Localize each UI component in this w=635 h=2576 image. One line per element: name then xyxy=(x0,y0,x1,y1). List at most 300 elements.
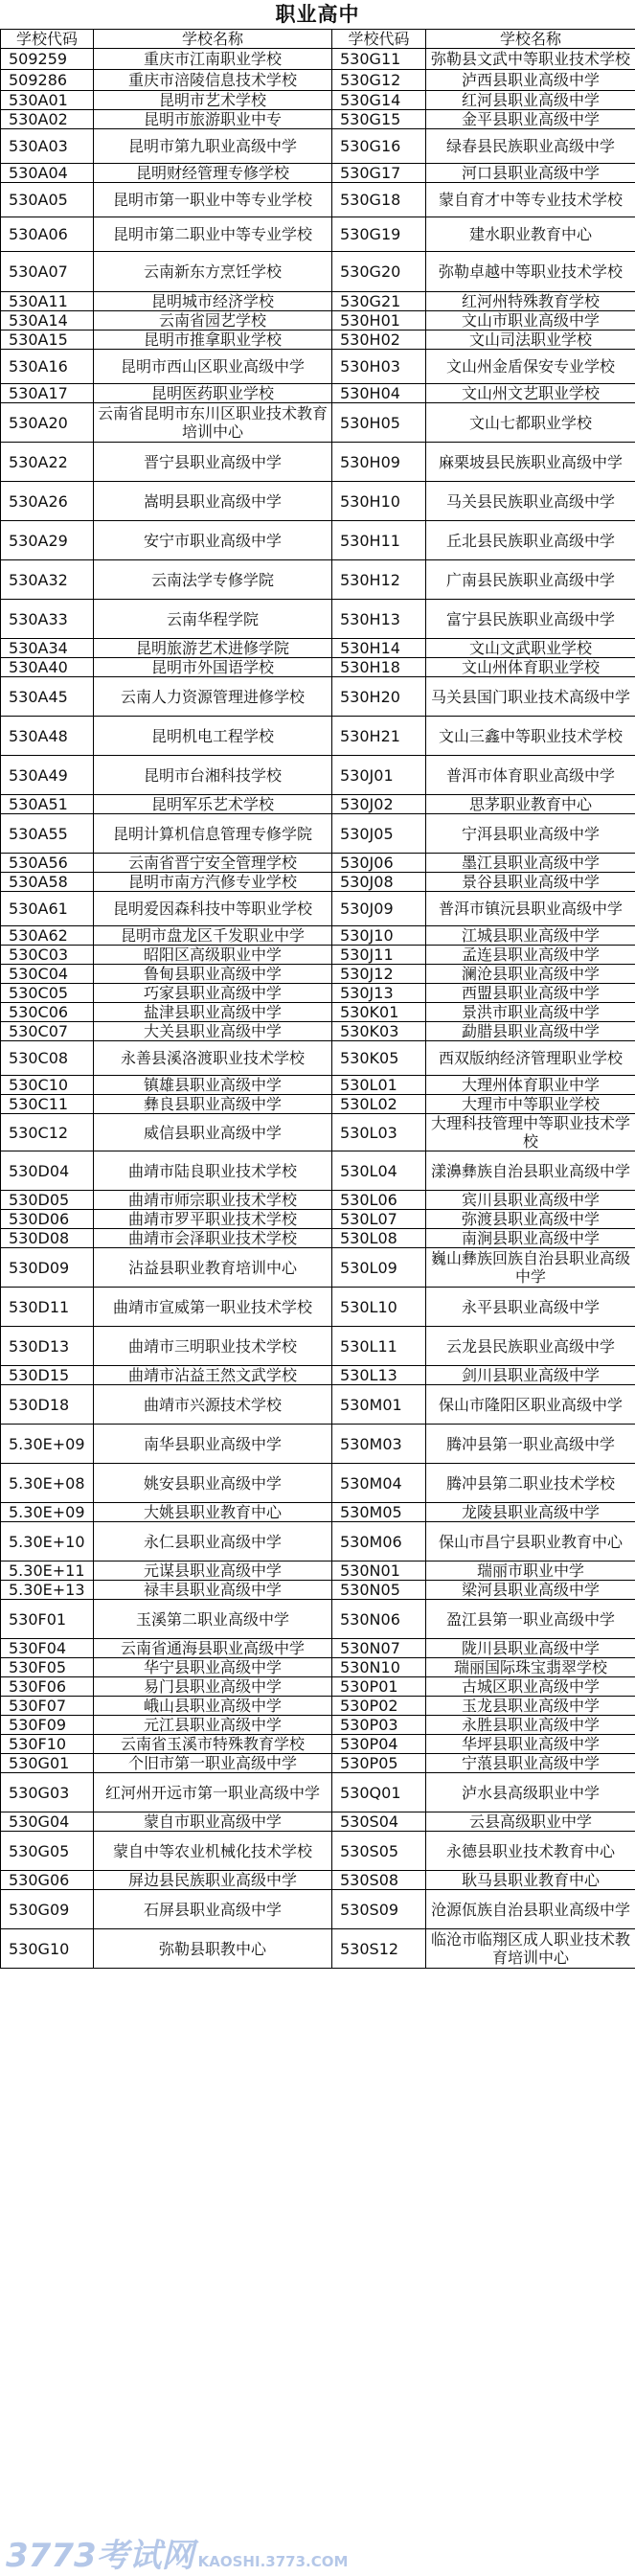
school-name-cell: 景谷县职业高级中学 xyxy=(426,873,635,892)
school-name-cell: 曲靖市宣威第一职业技术学校 xyxy=(94,1288,332,1327)
school-code-cell: 530L07 xyxy=(332,1210,426,1229)
school-code-cell: 530A11 xyxy=(1,292,94,311)
school-code-cell: 530J02 xyxy=(332,795,426,814)
school-name-cell: 姚安县职业高级中学 xyxy=(94,1464,332,1503)
school-code-cell: 530C08 xyxy=(1,1041,94,1076)
school-code-cell: 530A15 xyxy=(1,331,94,350)
school-name-cell: 昆明市外国语学校 xyxy=(94,658,332,677)
school-name-cell: 昆明计算机信息管理专修学院 xyxy=(94,814,332,854)
school-code-cell: 530P02 xyxy=(332,1697,426,1716)
school-name-cell: 西双版纳经济管理职业学校 xyxy=(426,1041,635,1076)
school-code-cell: 530P04 xyxy=(332,1735,426,1754)
table-row xyxy=(1,403,635,443)
school-code-cell: 530A22 xyxy=(1,443,94,482)
table-row xyxy=(1,292,635,311)
school-code-cell: 530G04 xyxy=(1,1812,94,1832)
table-row xyxy=(1,1832,635,1871)
school-name-cell: 禄丰县职业高级中学 xyxy=(94,1581,332,1600)
school-code-cell: 530P05 xyxy=(332,1754,426,1773)
school-code-cell: 530G18 xyxy=(332,183,426,217)
school-code-cell: 530G05 xyxy=(1,1832,94,1871)
table-row xyxy=(1,164,635,183)
table-row xyxy=(1,1385,635,1425)
school-name-cell: 大理科技管理中等职业技术学校 xyxy=(426,1114,635,1151)
school-name-cell: 墨江县职业高级中学 xyxy=(426,854,635,873)
school-name-cell: 丘北县民族职业高级中学 xyxy=(426,521,635,560)
school-code-cell: 530S09 xyxy=(332,1890,426,1929)
school-name-cell: 耿马县职业教育中心 xyxy=(426,1871,635,1890)
school-code-cell: 530P01 xyxy=(332,1677,426,1697)
school-code-cell: 530K03 xyxy=(332,1022,426,1041)
table-row xyxy=(1,521,635,560)
school-code-cell: 5.30E+08 xyxy=(1,1464,94,1503)
school-name-cell: 晋宁县职业高级中学 xyxy=(94,443,332,482)
school-code-cell: 530D18 xyxy=(1,1385,94,1425)
school-name-cell: 云南华程学院 xyxy=(94,600,332,639)
school-code-cell: 530G01 xyxy=(1,1754,94,1773)
table-row xyxy=(1,1248,635,1288)
table-row xyxy=(1,1522,635,1562)
school-code-cell: 530G03 xyxy=(1,1773,94,1812)
school-name-cell: 昭阳区高级职业中学 xyxy=(94,946,332,965)
school-name-cell: 屏边县民族职业高级中学 xyxy=(94,1871,332,1890)
school-code-cell: 530L10 xyxy=(332,1288,426,1327)
table-row xyxy=(1,331,635,350)
table-row xyxy=(1,1288,635,1327)
table-row xyxy=(1,1229,635,1248)
school-name-cell: 建水职业教育中心 xyxy=(426,217,635,252)
school-code-cell: 530A04 xyxy=(1,164,94,183)
table-row xyxy=(1,384,635,403)
table-row xyxy=(1,49,635,70)
school-name-cell: 安宁市职业高级中学 xyxy=(94,521,332,560)
table-row xyxy=(1,1327,635,1366)
school-code-cell: 530H01 xyxy=(332,311,426,331)
school-code-cell: 530C11 xyxy=(1,1095,94,1114)
school-code-cell: 530G10 xyxy=(1,1929,94,1969)
school-code-cell: 530G09 xyxy=(1,1890,94,1929)
school-name-cell: 龙陵县职业高级中学 xyxy=(426,1503,635,1522)
school-code-cell: 530G14 xyxy=(332,91,426,110)
school-code-cell: 530J10 xyxy=(332,926,426,946)
table-row xyxy=(1,854,635,873)
school-code-cell: 530M06 xyxy=(332,1522,426,1562)
school-code-cell: 530H05 xyxy=(332,403,426,443)
school-name-cell: 景洪市职业高级中学 xyxy=(426,1003,635,1022)
school-name-cell: 文山三鑫中等职业技术学校 xyxy=(426,717,635,756)
school-name-cell: 蒙自育才中等专业技术学校 xyxy=(426,183,635,217)
school-name-cell: 剑川县职业高级中学 xyxy=(426,1366,635,1385)
table-row xyxy=(1,252,635,292)
school-name-cell: 昆明市第一职业中等专业学校 xyxy=(94,183,332,217)
table-row xyxy=(1,1095,635,1114)
school-name-cell: 孟连县职业高级中学 xyxy=(426,946,635,965)
table-row xyxy=(1,1754,635,1773)
school-name-cell: 沾益县职业教育培训中心 xyxy=(94,1248,332,1288)
school-name-cell: 古城区职业高级中学 xyxy=(426,1677,635,1697)
table-row xyxy=(1,658,635,677)
school-code-cell: 530H18 xyxy=(332,658,426,677)
school-code-cell: 530G11 xyxy=(332,49,426,70)
school-code-cell: 530G21 xyxy=(332,292,426,311)
school-name-cell: 鲁甸县职业高级中学 xyxy=(94,965,332,984)
school-name-cell: 昆明医药职业学校 xyxy=(94,384,332,403)
school-name-cell: 文山市职业高级中学 xyxy=(426,311,635,331)
school-code-cell: 530J09 xyxy=(332,892,426,926)
school-name-cell: 河口县职业高级中学 xyxy=(426,164,635,183)
school-code-cell: 530N05 xyxy=(332,1581,426,1600)
table-row xyxy=(1,1464,635,1503)
school-code-cell: 530H21 xyxy=(332,717,426,756)
school-name-cell: 腾冲县第二职业技术学校 xyxy=(426,1464,635,1503)
school-name-cell: 曲靖市沾益王然文武学校 xyxy=(94,1366,332,1385)
school-code-cell: 530L13 xyxy=(332,1366,426,1385)
school-code-cell: 530C12 xyxy=(1,1114,94,1151)
school-code-cell: 530A51 xyxy=(1,795,94,814)
school-name-cell: 曲靖市罗平职业技术学校 xyxy=(94,1210,332,1229)
table-row xyxy=(1,1366,635,1385)
table-row xyxy=(1,482,635,521)
school-name-cell: 华宁县职业高级中学 xyxy=(94,1658,332,1677)
school-code-cell: 530A05 xyxy=(1,183,94,217)
school-code-cell: 530L03 xyxy=(332,1114,426,1151)
school-code-cell: 530G12 xyxy=(332,70,426,91)
school-name-cell: 西盟县职业高级中学 xyxy=(426,984,635,1003)
school-name-cell: 昆明市第二职业中等专业学校 xyxy=(94,217,332,252)
table-row xyxy=(1,677,635,717)
school-code-cell: 530H14 xyxy=(332,639,426,658)
table-row xyxy=(1,1697,635,1716)
school-code-cell: 530A55 xyxy=(1,814,94,854)
school-code-cell: 530A20 xyxy=(1,403,94,443)
school-code-cell: 530N10 xyxy=(332,1658,426,1677)
school-name-cell: 个旧市第一职业高级中学 xyxy=(94,1754,332,1773)
school-name-cell: 广南县民族职业高级中学 xyxy=(426,560,635,600)
table-row xyxy=(1,1425,635,1464)
school-name-cell: 昆明市推拿职业学校 xyxy=(94,331,332,350)
school-name-cell: 云南省通海县职业高级中学 xyxy=(94,1639,332,1658)
school-name-cell: 红河县职业高级中学 xyxy=(426,91,635,110)
header-school-name: 学校名称 xyxy=(426,30,635,49)
school-name-cell: 富宁县民族职业高级中学 xyxy=(426,600,635,639)
school-code-cell: 530F07 xyxy=(1,1697,94,1716)
table-row xyxy=(1,873,635,892)
school-name-cell: 腾冲县第一职业高级中学 xyxy=(426,1425,635,1464)
school-name-cell: 临沧市临翔区成人职业技术教育培训中心 xyxy=(426,1929,635,1969)
school-name-cell: 泸水县高级职业中学 xyxy=(426,1773,635,1812)
table-row xyxy=(1,1003,635,1022)
school-name-cell: 镇雄县职业高级中学 xyxy=(94,1076,332,1095)
school-name-cell: 云南新东方烹饪学校 xyxy=(94,252,332,292)
table-header-row xyxy=(1,30,635,49)
school-name-cell: 勐腊县职业高级中学 xyxy=(426,1022,635,1041)
table-row xyxy=(1,926,635,946)
school-name-cell: 文山七都职业学校 xyxy=(426,403,635,443)
table-row xyxy=(1,1581,635,1600)
table-row xyxy=(1,350,635,384)
table-row xyxy=(1,814,635,854)
table-row xyxy=(1,1600,635,1639)
school-code-table xyxy=(0,29,635,1969)
school-code-cell: 530F10 xyxy=(1,1735,94,1754)
school-code-cell: 530G15 xyxy=(332,110,426,129)
table-row xyxy=(1,217,635,252)
school-code-cell: 530A33 xyxy=(1,600,94,639)
school-name-cell: 南华县职业高级中学 xyxy=(94,1425,332,1464)
school-name-cell: 巧家县职业高级中学 xyxy=(94,984,332,1003)
table-row xyxy=(1,965,635,984)
school-code-cell: 5.30E+09 xyxy=(1,1503,94,1522)
school-code-cell: 5.30E+10 xyxy=(1,1522,94,1562)
school-name-cell: 曲靖市师宗职业技术学校 xyxy=(94,1191,332,1210)
school-name-cell: 云南省晋宁安全管理学校 xyxy=(94,854,332,873)
school-name-cell: 绿春县民族职业高级中学 xyxy=(426,129,635,164)
school-code-cell: 530J08 xyxy=(332,873,426,892)
school-code-cell: 509259 xyxy=(1,49,94,70)
school-code-cell: 530G17 xyxy=(332,164,426,183)
school-code-cell: 530A01 xyxy=(1,91,94,110)
school-code-cell: 530H03 xyxy=(332,350,426,384)
school-name-cell: 曲靖市陆良职业技术学校 xyxy=(94,1151,332,1191)
school-code-cell: 530H02 xyxy=(332,331,426,350)
school-code-cell: 530A16 xyxy=(1,350,94,384)
school-name-cell: 昆明市旅游职业中专 xyxy=(94,110,332,129)
school-name-cell: 大理市中等职业学校 xyxy=(426,1095,635,1114)
school-name-cell: 昆明城市经济学校 xyxy=(94,292,332,311)
school-name-cell: 大姚县职业教育中心 xyxy=(94,1503,332,1522)
school-name-cell: 云南省玉溪市特殊教育学校 xyxy=(94,1735,332,1754)
school-code-cell: 530K01 xyxy=(332,1003,426,1022)
school-name-cell: 宁洱县职业高级中学 xyxy=(426,814,635,854)
school-name-cell: 文山州文艺职业学校 xyxy=(426,384,635,403)
school-name-cell: 云南人力资源管理进修学校 xyxy=(94,677,332,717)
watermark-logo: 3773考试网 KAOSHI.3773.COM xyxy=(6,2529,348,2576)
school-name-cell: 保山市隆阳区职业高级中学 xyxy=(426,1385,635,1425)
school-name-cell: 昆明市南方汽修专业学校 xyxy=(94,873,332,892)
school-code-cell: 530G16 xyxy=(332,129,426,164)
school-name-cell: 云南省园艺学校 xyxy=(94,311,332,331)
school-code-cell: 530H04 xyxy=(332,384,426,403)
school-code-cell: 530A06 xyxy=(1,217,94,252)
school-name-cell: 易门县职业高级中学 xyxy=(94,1677,332,1697)
table-row xyxy=(1,1677,635,1697)
school-code-cell: 509286 xyxy=(1,70,94,91)
school-code-cell: 530H10 xyxy=(332,482,426,521)
school-code-cell: 530L06 xyxy=(332,1191,426,1210)
school-name-cell: 曲靖市会泽职业技术学校 xyxy=(94,1229,332,1248)
school-name-cell: 昆明市台湘科技学校 xyxy=(94,756,332,795)
school-code-cell: 530L01 xyxy=(332,1076,426,1095)
school-code-cell: 530C07 xyxy=(1,1022,94,1041)
table-row xyxy=(1,600,635,639)
school-name-cell: 盐津县职业高级中学 xyxy=(94,1003,332,1022)
school-code-cell: 530J06 xyxy=(332,854,426,873)
school-code-cell: 530C10 xyxy=(1,1076,94,1095)
school-name-cell: 盈江县第一职业高级中学 xyxy=(426,1600,635,1639)
school-code-cell: 530L11 xyxy=(332,1327,426,1366)
school-code-cell: 530J01 xyxy=(332,756,426,795)
school-name-cell: 马关县国门职业技术高级中学 xyxy=(426,677,635,717)
school-name-cell: 曲靖市三明职业技术学校 xyxy=(94,1327,332,1366)
table-row xyxy=(1,795,635,814)
school-code-cell: 530D13 xyxy=(1,1327,94,1366)
school-code-cell: 530M03 xyxy=(332,1425,426,1464)
school-code-cell: 530S04 xyxy=(332,1812,426,1832)
school-name-cell: 麻栗坡县民族职业高级中学 xyxy=(426,443,635,482)
school-code-cell: 530D06 xyxy=(1,1210,94,1229)
school-code-cell: 530G20 xyxy=(332,252,426,292)
table-row xyxy=(1,984,635,1003)
school-name-cell: 沧源佤族自治县职业高级中学 xyxy=(426,1890,635,1929)
school-name-cell: 蒙自市职业高级中学 xyxy=(94,1812,332,1832)
school-name-cell: 峨山县职业高级中学 xyxy=(94,1697,332,1716)
school-code-cell: 530D11 xyxy=(1,1288,94,1327)
school-name-cell: 昆明市艺术学校 xyxy=(94,91,332,110)
school-code-cell: 530L02 xyxy=(332,1095,426,1114)
table-row xyxy=(1,1562,635,1581)
table-row xyxy=(1,91,635,110)
header-school-code: 学校代码 xyxy=(332,30,426,49)
school-code-cell: 530A03 xyxy=(1,129,94,164)
school-name-cell: 昆明财经管理专修学校 xyxy=(94,164,332,183)
school-name-cell: 瑞丽市职业中学 xyxy=(426,1562,635,1581)
table-row xyxy=(1,1890,635,1929)
school-name-cell: 红河州特殊教育学校 xyxy=(426,292,635,311)
school-name-cell: 江城县职业高级中学 xyxy=(426,926,635,946)
school-name-cell: 红河州开远市第一职业高级中学 xyxy=(94,1773,332,1812)
school-name-cell: 永仁县职业高级中学 xyxy=(94,1522,332,1562)
school-name-cell: 云县高级职业中学 xyxy=(426,1812,635,1832)
school-name-cell: 昆明军乐艺术学校 xyxy=(94,795,332,814)
table-row xyxy=(1,110,635,129)
school-code-cell: 530A49 xyxy=(1,756,94,795)
school-name-cell: 大关县职业高级中学 xyxy=(94,1022,332,1041)
school-name-cell: 彝良县职业高级中学 xyxy=(94,1095,332,1114)
school-code-cell: 530C06 xyxy=(1,1003,94,1022)
school-name-cell: 文山州金盾保安专业学校 xyxy=(426,350,635,384)
school-code-cell: 530Q01 xyxy=(332,1773,426,1812)
school-code-cell: 5.30E+09 xyxy=(1,1425,94,1464)
table-row xyxy=(1,1076,635,1095)
table-row xyxy=(1,892,635,926)
table-row xyxy=(1,70,635,91)
school-name-cell: 弥勒县文武中等职业技术学校 xyxy=(426,49,635,70)
school-name-cell: 曲靖市兴源技术学校 xyxy=(94,1385,332,1425)
school-code-cell: 530S05 xyxy=(332,1832,426,1871)
school-code-cell: 530A62 xyxy=(1,926,94,946)
school-name-cell: 永平县职业高级中学 xyxy=(426,1288,635,1327)
school-code-cell: 530A14 xyxy=(1,311,94,331)
school-name-cell: 漾濞彝族自治县职业高级中学 xyxy=(426,1151,635,1191)
school-name-cell: 思茅职业教育中心 xyxy=(426,795,635,814)
table-row xyxy=(1,1658,635,1677)
school-name-cell: 嵩明县职业高级中学 xyxy=(94,482,332,521)
school-code-cell: 530K05 xyxy=(332,1041,426,1076)
table-row xyxy=(1,946,635,965)
school-name-cell: 文山司法职业学校 xyxy=(426,331,635,350)
table-row xyxy=(1,717,635,756)
school-name-cell: 昆明爱因森科技中等职业学校 xyxy=(94,892,332,926)
school-code-cell: 530H13 xyxy=(332,600,426,639)
table-row xyxy=(1,1716,635,1735)
table-row xyxy=(1,311,635,331)
header-school-name: 学校名称 xyxy=(94,30,332,49)
school-name-cell: 梁河县职业高级中学 xyxy=(426,1581,635,1600)
table-row xyxy=(1,756,635,795)
school-code-cell: 530A17 xyxy=(1,384,94,403)
table-row xyxy=(1,1812,635,1832)
school-name-cell: 华坪县职业高级中学 xyxy=(426,1735,635,1754)
school-code-cell: 530A34 xyxy=(1,639,94,658)
school-code-cell: 530H09 xyxy=(332,443,426,482)
school-code-cell: 530A29 xyxy=(1,521,94,560)
page-title: 职业高中 xyxy=(0,0,635,29)
school-name-cell: 昆明机电工程学校 xyxy=(94,717,332,756)
table-row xyxy=(1,129,635,164)
school-name-cell: 金平县职业高级中学 xyxy=(426,110,635,129)
school-code-cell: 530F04 xyxy=(1,1639,94,1658)
school-code-cell: 530D09 xyxy=(1,1248,94,1288)
school-code-cell: 530D05 xyxy=(1,1191,94,1210)
school-name-cell: 文山州体育职业学校 xyxy=(426,658,635,677)
school-name-cell: 云南法学专修学院 xyxy=(94,560,332,600)
school-name-cell: 陇川县职业高级中学 xyxy=(426,1639,635,1658)
school-code-cell: 530C03 xyxy=(1,946,94,965)
table-row xyxy=(1,1929,635,1969)
school-code-cell: 530N07 xyxy=(332,1639,426,1658)
school-name-cell: 弥勒卓越中等职业技术学校 xyxy=(426,252,635,292)
school-name-cell: 永善县溪洛渡职业技术学校 xyxy=(94,1041,332,1076)
school-code-cell: 530N06 xyxy=(332,1600,426,1639)
table-row xyxy=(1,1871,635,1890)
table-row xyxy=(1,183,635,217)
school-code-cell: 530A48 xyxy=(1,717,94,756)
school-code-cell: 530L04 xyxy=(332,1151,426,1191)
table-row xyxy=(1,443,635,482)
school-name-cell: 云南省昆明市东川区职业技术教育培训中心 xyxy=(94,403,332,443)
school-name-cell: 玉溪第二职业高级中学 xyxy=(94,1600,332,1639)
school-name-cell: 蒙自中等农业机械化技术学校 xyxy=(94,1832,332,1871)
school-name-cell: 弥渡县职业高级中学 xyxy=(426,1210,635,1229)
school-code-cell: 530F06 xyxy=(1,1677,94,1697)
table-row xyxy=(1,1151,635,1191)
school-name-cell: 宾川县职业高级中学 xyxy=(426,1191,635,1210)
table-row xyxy=(1,1639,635,1658)
school-code-cell: 530D15 xyxy=(1,1366,94,1385)
school-code-cell: 530A26 xyxy=(1,482,94,521)
school-code-cell: 530A40 xyxy=(1,658,94,677)
table-row xyxy=(1,1191,635,1210)
school-code-cell: 530L08 xyxy=(332,1229,426,1248)
school-name-cell: 文山文武职业学校 xyxy=(426,639,635,658)
table-row xyxy=(1,1022,635,1041)
school-code-cell: 530M01 xyxy=(332,1385,426,1425)
school-name-cell: 玉龙县职业高级中学 xyxy=(426,1697,635,1716)
school-code-cell: 530A61 xyxy=(1,892,94,926)
school-code-cell: 530L09 xyxy=(332,1248,426,1288)
school-name-cell: 宁蒗县职业高级中学 xyxy=(426,1754,635,1773)
school-name-cell: 重庆市涪陵信息技术学校 xyxy=(94,70,332,91)
school-code-cell: 530J11 xyxy=(332,946,426,965)
school-name-cell: 永胜县职业高级中学 xyxy=(426,1716,635,1735)
school-name-cell: 马关县民族职业高级中学 xyxy=(426,482,635,521)
school-name-cell: 元江县职业高级中学 xyxy=(94,1716,332,1735)
table-row xyxy=(1,1210,635,1229)
school-name-cell: 瑞丽国际珠宝翡翠学校 xyxy=(426,1658,635,1677)
school-name-cell: 云龙县民族职业高级中学 xyxy=(426,1327,635,1366)
school-name-cell: 昆明市西山区职业高级中学 xyxy=(94,350,332,384)
school-name-cell: 普洱市镇沅县职业高级中学 xyxy=(426,892,635,926)
